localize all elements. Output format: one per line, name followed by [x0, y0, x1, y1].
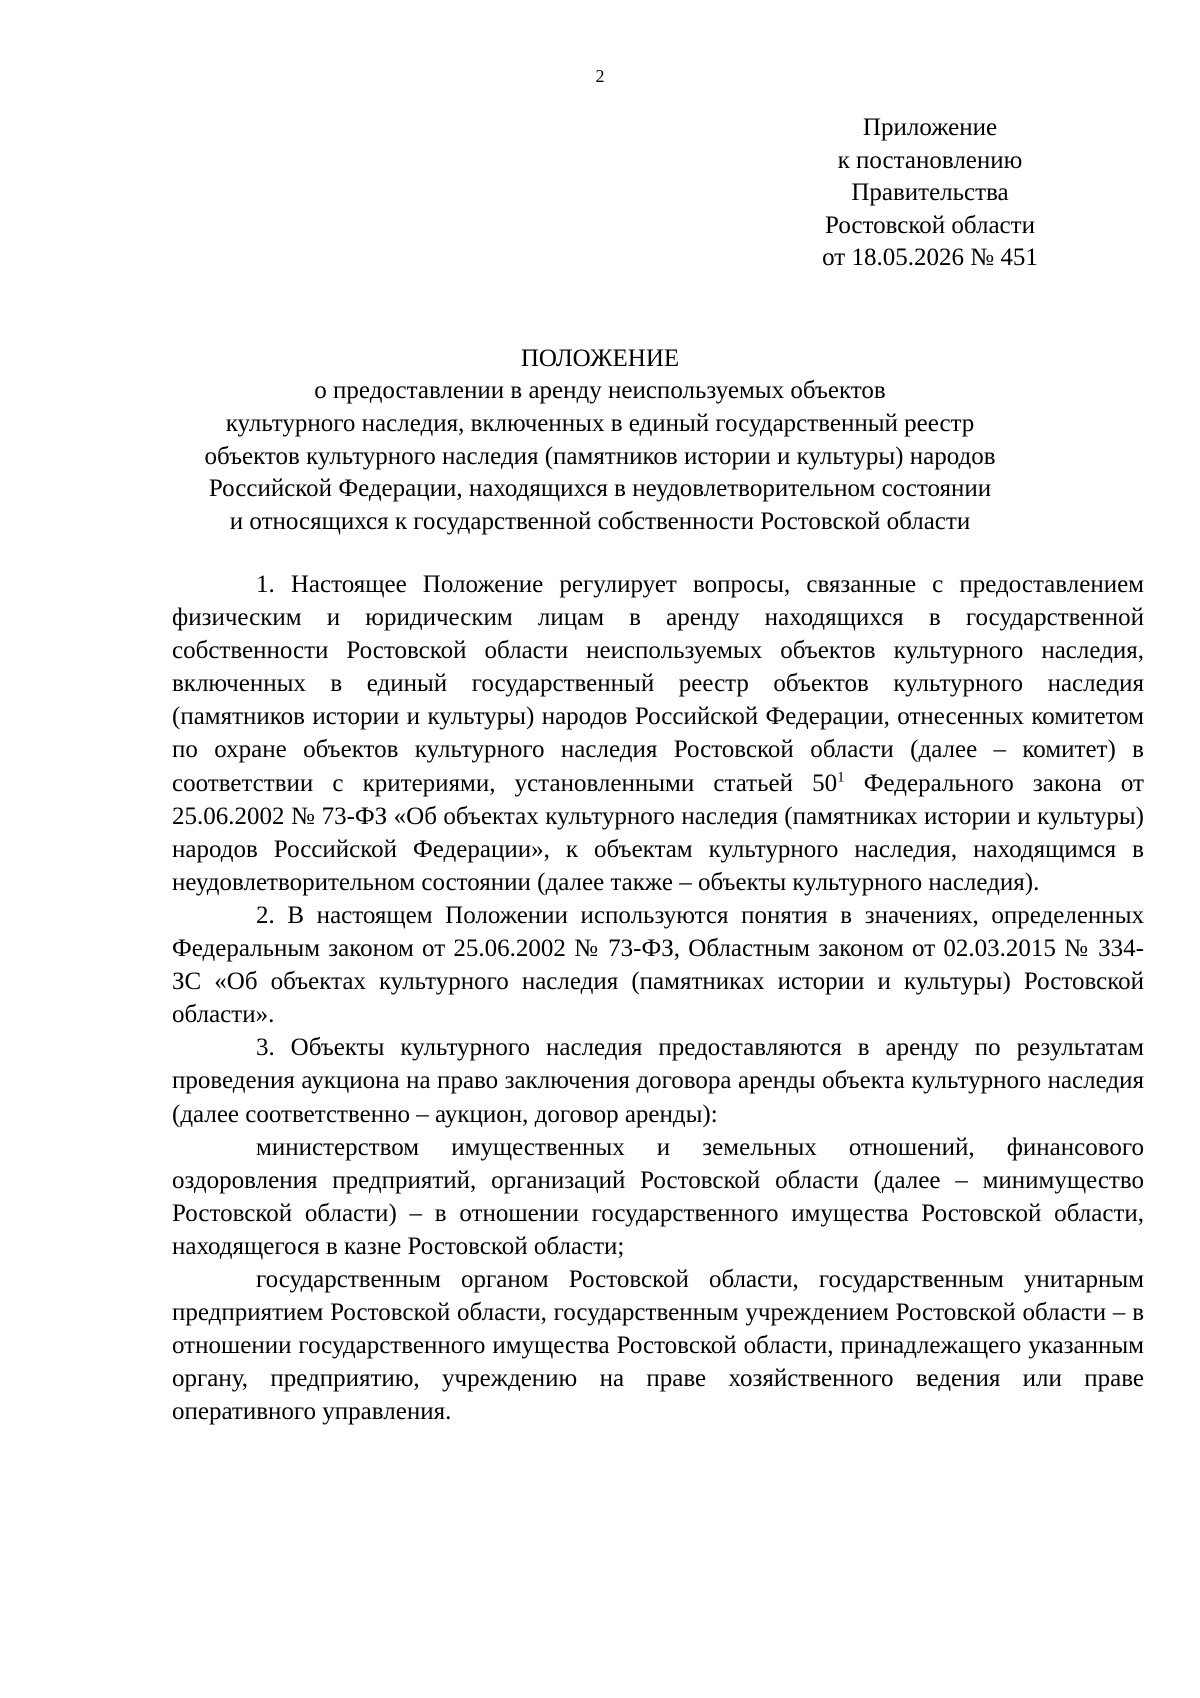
article-superscript: 1 — [837, 769, 845, 786]
paragraph-3: 3. Объекты культурного наследия предоставляются в аренду по результатам проведения аукциона на право заключения договора аренды объекта культурного наследия (далее соответственно – аукцион, договор аренды): — [172, 1034, 1144, 1128]
subtitle-line: и относящихся к государственной собственности Ростовской области — [229, 508, 971, 536]
page-number: 2 — [595, 66, 605, 86]
paragraph-1 — [172, 568, 1144, 899]
appendix-line: Ростовской области — [825, 211, 1035, 239]
subtitle-line: Российской Федерации, находящихся в неудовлетворительном состоянии — [208, 475, 992, 503]
paragraph-1-text-b: Федерального закона от 25.06.2002 № 73-ФЗ «Об объектах культурного наследия (памятниках истории и культуры) народов Российской Федерации», к объектам культурного наследия, находящимся в неудовлетворительном состоянии (далее также – объекты культурного наследия). — [172, 769, 1144, 896]
paragraph-1-text-a: 1. Настоящее Положение регулирует вопросы, связанные с предоставлением физическим и юридическим лицам в аренду находящихся в государственной собственности Ростовской области неиспользуемых объектов культурного наследия, включенных в единый государственный реестр объектов культурного наследия (памятников истории и культуры) народов Российской Федерации, отнесенных комитетом по охране объектов культурного наследия Ростовской области (далее – комитет) в соответствии с критериями, установленными статьей 50 — [172, 571, 1144, 797]
subtitle-line: объектов культурного наследия (памятников истории и культуры) народов — [204, 442, 996, 470]
appendix-line: к постановлению — [837, 146, 1023, 174]
document-title: ПОЛОЖЕНИЕ — [520, 345, 680, 372]
document-subtitle — [150, 375, 1050, 539]
appendix-line: от 18.05.2026 № 451 — [822, 244, 1038, 271]
paragraph-5: государственным органом Ростовской области, государственным унитарным предприятием Ростовской области, государственным учреждением Ростовской области – в отношении государственного имущества Ростовской области, принадлежащего указанным органу, предприятию, учреждению на праве хозяйственного ведения или праве оперативного управления. — [172, 1265, 1144, 1426]
appendix-block — [780, 112, 1080, 275]
subtitle-line: культурного наследия, включенных в единый государственный реестр — [225, 409, 975, 437]
appendix-line: Правительства — [851, 179, 1009, 206]
document-body — [172, 568, 1144, 1428]
paragraph-4: министерством имущественных и земельных отношений, финансового оздоровления предприятий, организаций Ростовской области (далее – минимущество Ростовской области) – в отношении государственного имущества Ростовской области, находящегося в казне Ростовской области; — [172, 1133, 1144, 1260]
paragraph-2: 2. В настоящем Положении используются понятия в значениях, определенных Федеральным законом от 25.06.2002 № 73-ФЗ, Областным законом от 02.03.2015 № 334-ЗС «Об объектах культурного наследия (памятниках истории и культуры) Ростовской области». — [172, 901, 1144, 1029]
appendix-line: Приложение — [862, 114, 998, 141]
subtitle-line: о предоставлении в аренду неиспользуемых объектов — [314, 377, 886, 404]
